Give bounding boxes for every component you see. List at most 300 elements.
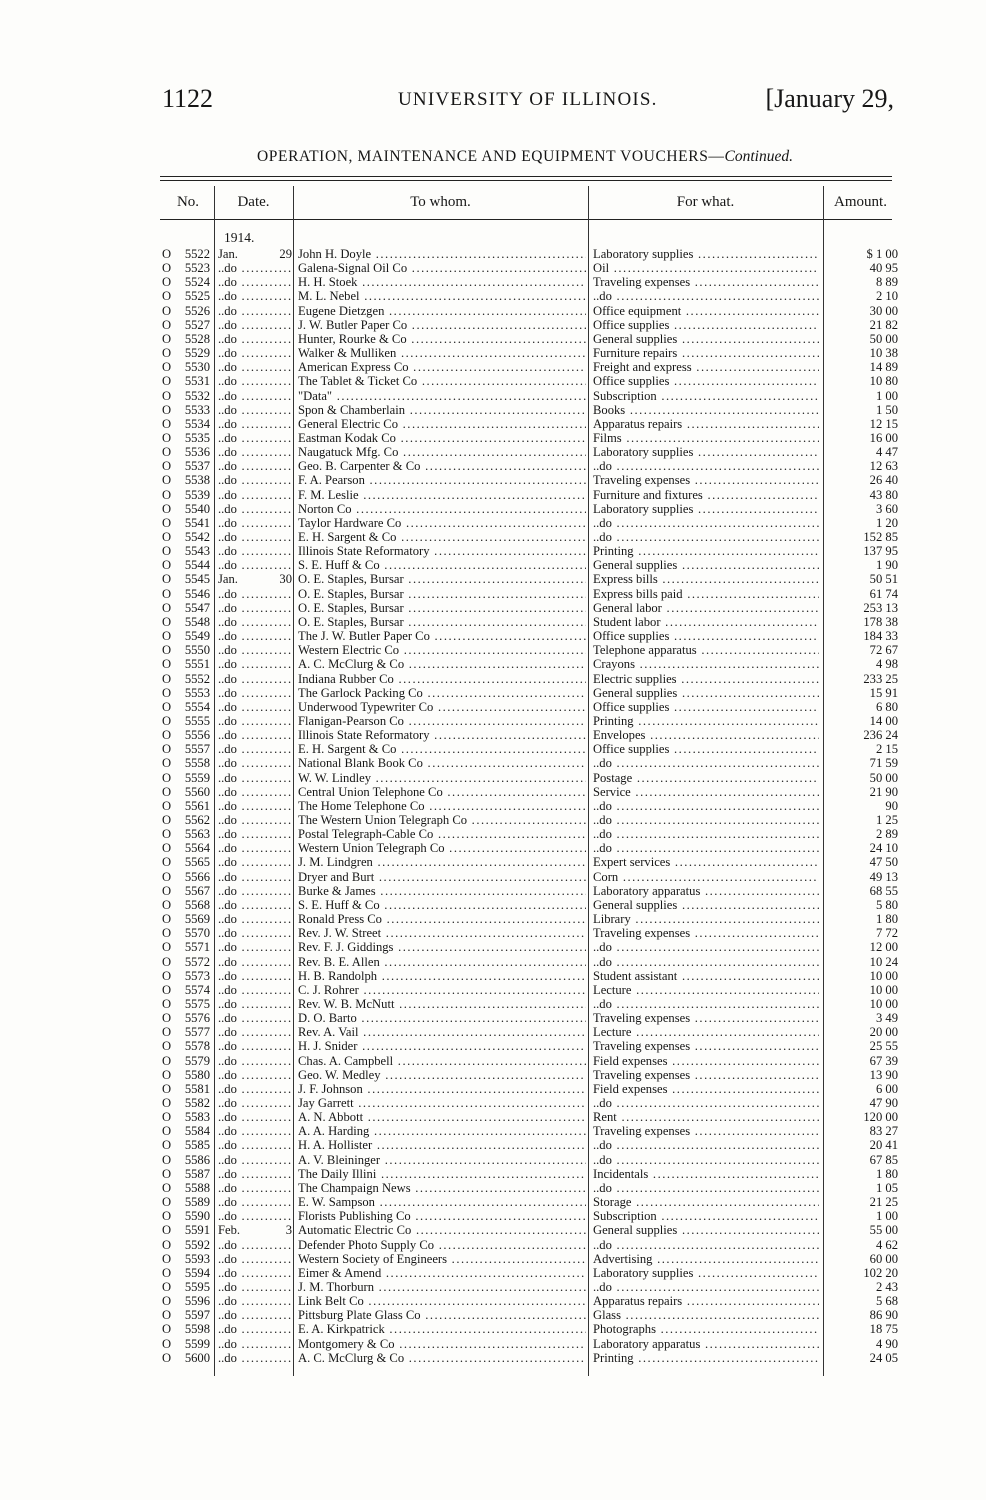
purpose: ..do ..... (593, 997, 819, 1011)
voucher-prefix: O (162, 1279, 172, 1294)
table-row (0, 1252, 986, 1266)
voucher-date: ..do ..... (218, 1025, 292, 1039)
table-row (0, 785, 986, 799)
purpose: General supplies ..... (593, 1223, 819, 1237)
amount: 152 85 (863, 530, 898, 544)
table-row (0, 587, 986, 601)
amount: 83 27 (869, 1124, 898, 1139)
voucher-number: 5538 (184, 473, 210, 488)
voucher-number: 5529 (184, 346, 210, 361)
amount: 3 60 (875, 501, 898, 516)
purpose: Lecture ..... (593, 1025, 819, 1039)
voucher-prefix: O (162, 558, 172, 573)
payee: E. H. Sargent & Co ..... (298, 742, 586, 756)
payee: Ronald Press Co ..... (298, 912, 586, 926)
voucher-date: ..do ..... (218, 643, 292, 657)
amount: 5 80 (875, 897, 898, 912)
payee: The J. W. Butler Paper Co ..... (298, 629, 586, 643)
voucher-number: 5534 (184, 416, 210, 431)
payee: Montgomery & Co ..... (298, 1337, 586, 1351)
table-row (0, 1054, 986, 1068)
purpose: Furniture and fixtures ..... (593, 488, 819, 502)
amount: 2 43 (875, 1279, 898, 1294)
voucher-date: ..do ..... (218, 360, 292, 374)
payee: Rev. B. E. Allen ..... (298, 955, 586, 969)
voucher-prefix: O (162, 1124, 172, 1139)
voucher-prefix: O (162, 699, 172, 714)
purpose: Incidentals ..... (593, 1167, 819, 1181)
voucher-prefix: O (162, 968, 172, 983)
purpose: Office supplies ..... (593, 700, 819, 714)
table-row (0, 360, 986, 374)
purpose: Office equipment ..... (593, 304, 819, 318)
purpose: ..do ..... (593, 813, 819, 827)
voucher-prefix: O (162, 445, 172, 460)
amount: 25 55 (869, 1039, 898, 1054)
voucher-number: 5556 (184, 728, 210, 743)
payee: H. J. Snider ..... (298, 1039, 586, 1053)
purpose: Express bills ..... (593, 572, 819, 586)
voucher-number: 5586 (184, 1152, 210, 1167)
voucher-prefix: O (162, 996, 172, 1011)
amount: 30 00 (869, 303, 898, 318)
table-row (0, 445, 986, 459)
voucher-date: ..do ..... (218, 1322, 292, 1336)
voucher-date: ..do ..... (218, 940, 292, 954)
amount: 137 95 (863, 544, 898, 559)
table-row (0, 955, 986, 969)
payee: American Express Co ..... (298, 360, 586, 374)
voucher-prefix: O (162, 530, 172, 544)
payee: Illinois State Reformatory ..... (298, 728, 586, 742)
amount: 1 90 (875, 558, 898, 573)
amount: 21 25 (869, 1195, 898, 1210)
voucher-prefix: O (162, 487, 172, 502)
payee: John H. Doyle ..... (298, 247, 586, 261)
voucher-number: 5577 (184, 1025, 210, 1040)
header-date: [January 29, (765, 84, 894, 113)
amount: 1 25 (875, 813, 898, 827)
voucher-number: 5544 (184, 558, 210, 573)
payee: A. A. Harding ..... (298, 1124, 586, 1138)
voucher-number: 5532 (184, 388, 210, 403)
purpose: Office supplies ..... (593, 374, 819, 388)
voucher-day: 3 (285, 1223, 292, 1238)
payee: The Western Union Telegraph Co ..... (298, 813, 586, 827)
voucher-prefix: O (162, 600, 172, 615)
column-header-for-what: For what. (676, 194, 735, 210)
voucher-prefix: O (162, 1209, 172, 1224)
table-row (0, 1011, 986, 1025)
voucher-number: 5576 (184, 1011, 210, 1026)
voucher-date: ..do ..... (218, 601, 292, 615)
voucher-prefix: O (162, 501, 172, 516)
payee: E. H. Sargent & Co ..... (298, 530, 586, 544)
voucher-number: 5587 (184, 1166, 210, 1181)
voucher-date: ..do ..... (218, 261, 292, 275)
purpose: Laboratory supplies ..... (593, 445, 819, 459)
payee: M. L. Nebel ..... (298, 289, 586, 303)
voucher-number: 5536 (184, 445, 210, 460)
voucher-prefix: O (162, 331, 172, 346)
voucher-prefix: O (162, 685, 172, 700)
voucher-prefix: O (162, 643, 172, 658)
payee: H. B. Randolph ..... (298, 969, 586, 983)
purpose: Student labor ..... (593, 615, 819, 629)
table-row (0, 983, 986, 997)
table-row (0, 1195, 986, 1209)
voucher-number: 5588 (184, 1180, 210, 1195)
amount: 184 33 (863, 629, 898, 644)
voucher-number: 5551 (184, 657, 210, 672)
amount: 12 00 (869, 940, 898, 955)
payee: Dryer and Burt ..... (298, 870, 586, 884)
voucher-number: 5592 (184, 1237, 210, 1252)
voucher-prefix: O (162, 1011, 172, 1026)
voucher-number: 5569 (184, 912, 210, 927)
voucher-date: ..do ..... (218, 785, 292, 799)
table-row (0, 275, 986, 289)
voucher-number: 5561 (184, 798, 210, 813)
voucher-number: 5582 (184, 1096, 210, 1110)
voucher-number: 5559 (184, 770, 210, 785)
table-row (0, 1238, 986, 1252)
voucher-prefix: O (162, 402, 172, 417)
voucher-prefix: O (162, 586, 172, 601)
amount: 67 39 (869, 1053, 898, 1068)
voucher-date: ..do ..... (218, 1337, 292, 1351)
voucher-date: ..do ..... (218, 742, 292, 756)
payee: Galena-Signal Oil Co ..... (298, 261, 586, 275)
amount: 2 15 (875, 742, 898, 757)
voucher-date: ..do ..... (218, 488, 292, 502)
amount: 10 24 (869, 954, 898, 969)
amount: 21 90 (869, 784, 898, 799)
voucher-date: ..do ..... (218, 855, 292, 869)
voucher-prefix: O (162, 1053, 172, 1068)
table-row (0, 1280, 986, 1294)
voucher-number: 5574 (184, 982, 210, 997)
payee: Chas. A. Campbell ..... (298, 1054, 586, 1068)
voucher-number: 5535 (184, 430, 210, 445)
payee: O. E. Staples, Bursar ..... (298, 601, 586, 615)
voucher-date: Jan. (218, 572, 238, 587)
table-title-continued: Continued. (724, 148, 793, 165)
amount: 1 80 (875, 1166, 898, 1181)
voucher-number: 5584 (184, 1124, 210, 1139)
payee: E. A. Kirkpatrick ..... (298, 1322, 586, 1336)
purpose: ..do ..... (593, 827, 819, 841)
table-row (0, 601, 986, 615)
payee: Eimer & Amend ..... (298, 1266, 586, 1280)
amount: 24 05 (869, 1350, 898, 1365)
voucher-date: ..do ..... (218, 1280, 292, 1294)
amount: 3 49 (875, 1011, 898, 1026)
voucher-date: ..do ..... (218, 304, 292, 318)
amount: 10 38 (869, 346, 898, 361)
table-row (0, 855, 986, 869)
table-row (0, 1124, 986, 1138)
purpose: ..do ..... (593, 1238, 819, 1252)
table-row (0, 417, 986, 431)
amount: 68 55 (869, 883, 898, 898)
voucher-number: 5526 (184, 303, 210, 318)
voucher-day: 29 (279, 247, 292, 261)
amount: 16 00 (869, 430, 898, 445)
amount: 7 72 (875, 926, 898, 941)
voucher-number: 5562 (184, 813, 210, 827)
purpose: ..do ..... (593, 1181, 819, 1195)
amount: 102 20 (863, 1265, 898, 1280)
amount: 90 (885, 798, 898, 813)
voucher-number: 5565 (184, 855, 210, 870)
table-row (0, 516, 986, 530)
voucher-number: 5539 (184, 487, 210, 502)
voucher-number: 5548 (184, 614, 210, 629)
amount: 10 00 (869, 982, 898, 997)
amount: 40 95 (869, 261, 898, 276)
purpose: Corn ..... (593, 870, 819, 884)
voucher-number: 5591 (184, 1223, 210, 1238)
payee: Walker & Mulliken ..... (298, 346, 586, 360)
voucher-number: 5594 (184, 1265, 210, 1280)
purpose: Oil ..... (593, 261, 819, 275)
voucher-prefix: O (162, 346, 172, 361)
voucher-date: ..do ..... (218, 332, 292, 346)
voucher-number: 5550 (184, 643, 210, 658)
voucher-number: 5540 (184, 501, 210, 516)
payee: H. H. Stoek ..... (298, 275, 586, 289)
payee: A. C. McClurg & Co ..... (298, 1351, 586, 1365)
amount: 12 63 (869, 459, 898, 474)
voucher-number: 5570 (184, 926, 210, 941)
institution-name: UNIVERSITY OF ILLINOIS. (398, 89, 658, 110)
voucher-date: ..do ..... (218, 870, 292, 884)
purpose: Traveling expenses ..... (593, 1124, 819, 1138)
table-row (0, 1096, 986, 1110)
voucher-number: 5527 (184, 317, 210, 332)
voucher-date: ..do ..... (218, 1153, 292, 1167)
payee: Burke & James ..... (298, 884, 586, 898)
table-row (0, 912, 986, 926)
purpose: Printing ..... (593, 714, 819, 728)
voucher-number: 5575 (184, 996, 210, 1011)
payee: Eugene Dietzgen ..... (298, 304, 586, 318)
payee: O. E. Staples, Bursar ..... (298, 572, 586, 586)
amount: 72 67 (869, 643, 898, 658)
table-row (0, 1167, 986, 1181)
payee: Central Union Telephone Co ..... (298, 785, 586, 799)
amount: 1 00 (875, 1209, 898, 1224)
voucher-date: ..do ..... (218, 1082, 292, 1096)
table-row (0, 1294, 986, 1308)
table-title-main: OPERATION, MAINTENANCE AND EQUIPMENT VOUCHERS— (257, 148, 725, 165)
table-row (0, 318, 986, 332)
voucher-number: 5568 (184, 897, 210, 912)
table-row (0, 1223, 986, 1237)
table-row (0, 261, 986, 275)
table-row (0, 431, 986, 445)
voucher-number: 5564 (184, 841, 210, 856)
table-row (0, 700, 986, 714)
table-row (0, 813, 986, 827)
voucher-date: ..do ..... (218, 1096, 292, 1110)
amount: 61 74 (869, 586, 898, 601)
amount: 10 00 (869, 996, 898, 1011)
voucher-prefix: O (162, 813, 172, 827)
purpose: ..do ..... (593, 841, 819, 855)
voucher-prefix: O (162, 982, 172, 997)
voucher-date: ..do ..... (218, 587, 292, 601)
amount: 4 90 (875, 1336, 898, 1351)
voucher-date: ..do ..... (218, 1181, 292, 1195)
voucher-date: ..do ..... (218, 813, 292, 827)
voucher-date: ..do ..... (218, 558, 292, 572)
purpose: Traveling expenses ..... (593, 473, 819, 487)
purpose: ..do ..... (593, 940, 819, 954)
purpose: ..do ..... (593, 289, 819, 303)
voucher-prefix: O (162, 544, 172, 559)
voucher-prefix: O (162, 784, 172, 799)
payee: Rev. J. W. Street ..... (298, 926, 586, 940)
table-row (0, 530, 986, 544)
payee: Defender Photo Supply Co ..... (298, 1238, 586, 1252)
payee: Underwood Typewriter Co ..... (298, 700, 586, 714)
purpose: General supplies ..... (593, 898, 819, 912)
payee: Jay Garrett ..... (298, 1096, 586, 1110)
table-row (0, 643, 986, 657)
running-header (0, 84, 986, 114)
voucher-number: 5541 (184, 515, 210, 530)
payee: Hunter, Rourke & Co ..... (298, 332, 586, 346)
purpose: Furniture repairs ..... (593, 346, 819, 360)
voucher-number: 5549 (184, 629, 210, 644)
voucher-prefix: O (162, 317, 172, 332)
voucher-number: 5537 (184, 459, 210, 474)
voucher-number: 5531 (184, 374, 210, 389)
purpose: Films ..... (593, 431, 819, 445)
voucher-prefix: O (162, 247, 172, 261)
voucher-prefix: O (162, 1223, 172, 1238)
purpose: Traveling expenses ..... (593, 1011, 819, 1025)
voucher-date: ..do ..... (218, 318, 292, 332)
voucher-number: 5528 (184, 331, 210, 346)
amount: 21 82 (869, 317, 898, 332)
payee: Postal Telegraph-Cable Co ..... (298, 827, 586, 841)
voucher-prefix: O (162, 1251, 172, 1266)
voucher-prefix: O (162, 671, 172, 686)
voucher-prefix: O (162, 1025, 172, 1040)
voucher-date: ..do ..... (218, 1209, 292, 1223)
table-row (0, 1068, 986, 1082)
voucher-number: 5560 (184, 784, 210, 799)
voucher-date: ..do ..... (218, 459, 292, 473)
purpose: Envelopes ..... (593, 728, 819, 742)
voucher-date: ..do ..... (218, 912, 292, 926)
voucher-prefix: O (162, 1067, 172, 1082)
table-row (0, 629, 986, 643)
purpose: Postage ..... (593, 771, 819, 785)
voucher-prefix: O (162, 1336, 172, 1351)
amount: 2 10 (875, 289, 898, 304)
amount: 47 50 (869, 855, 898, 870)
payee: O. E. Staples, Bursar ..... (298, 615, 586, 629)
table-row (0, 686, 986, 700)
voucher-date: ..do ..... (218, 544, 292, 558)
purpose: Office supplies ..... (593, 629, 819, 643)
voucher-number: 5566 (184, 869, 210, 884)
voucher-number: 5547 (184, 600, 210, 615)
voucher-date: ..do ..... (218, 275, 292, 289)
table-row (0, 502, 986, 516)
voucher-number: 5554 (184, 699, 210, 714)
voucher-prefix: O (162, 1166, 172, 1181)
payee: The Garlock Packing Co ..... (298, 686, 586, 700)
amount: 14 00 (869, 713, 898, 728)
voucher-number: 5555 (184, 713, 210, 728)
purpose: ..do ..... (593, 756, 819, 770)
page-number: 1122 (162, 84, 214, 113)
purpose: Service ..... (593, 785, 819, 799)
voucher-date: ..do ..... (218, 1110, 292, 1124)
voucher-date: ..do ..... (218, 841, 292, 855)
table-row (0, 969, 986, 983)
payee: Flanigan-Pearson Co ..... (298, 714, 586, 728)
purpose: Glass ..... (593, 1308, 819, 1322)
amount: 1 50 (875, 402, 898, 417)
payee: J. W. Butler Paper Co ..... (298, 318, 586, 332)
amount: 67 85 (869, 1152, 898, 1167)
voucher-number: 5543 (184, 544, 210, 559)
payee: Link Belt Co ..... (298, 1294, 586, 1308)
payee: Spon & Chamberlain ..... (298, 403, 586, 417)
payee: Western Union Telegraph Co ..... (298, 841, 586, 855)
voucher-number: 5542 (184, 530, 210, 544)
voucher-number: 5545 (184, 572, 210, 587)
amount: 236 24 (863, 728, 898, 743)
voucher-date: ..do ..... (218, 389, 292, 403)
table-row (0, 742, 986, 756)
voucher-date: ..do ..... (218, 1266, 292, 1280)
voucher-date: ..do ..... (218, 714, 292, 728)
voucher-number: 5553 (184, 685, 210, 700)
amount: 4 98 (875, 657, 898, 672)
purpose: Printing ..... (593, 1351, 819, 1365)
table-row (0, 403, 986, 417)
voucher-number: 5524 (184, 275, 210, 290)
purpose: Storage ..... (593, 1195, 819, 1209)
purpose: Traveling expenses ..... (593, 926, 819, 940)
voucher-prefix: O (162, 883, 172, 898)
purpose: Rent ..... (593, 1110, 819, 1124)
voucher-number: 5580 (184, 1067, 210, 1082)
amount: 50 00 (869, 331, 898, 346)
purpose: General supplies ..... (593, 558, 819, 572)
table-row (0, 997, 986, 1011)
voucher-number: 5525 (184, 289, 210, 304)
voucher-date: ..do ..... (218, 799, 292, 813)
voucher-date: ..do ..... (218, 417, 292, 431)
voucher-date: ..do ..... (218, 1294, 292, 1308)
table-row (0, 374, 986, 388)
voucher-date: ..do ..... (218, 1138, 292, 1152)
purpose: ..do ..... (593, 799, 819, 813)
voucher-prefix: O (162, 289, 172, 304)
voucher-number: 5579 (184, 1053, 210, 1068)
table-row (0, 558, 986, 572)
payee: Indiana Rubber Co ..... (298, 672, 586, 686)
voucher-prefix: O (162, 1152, 172, 1167)
